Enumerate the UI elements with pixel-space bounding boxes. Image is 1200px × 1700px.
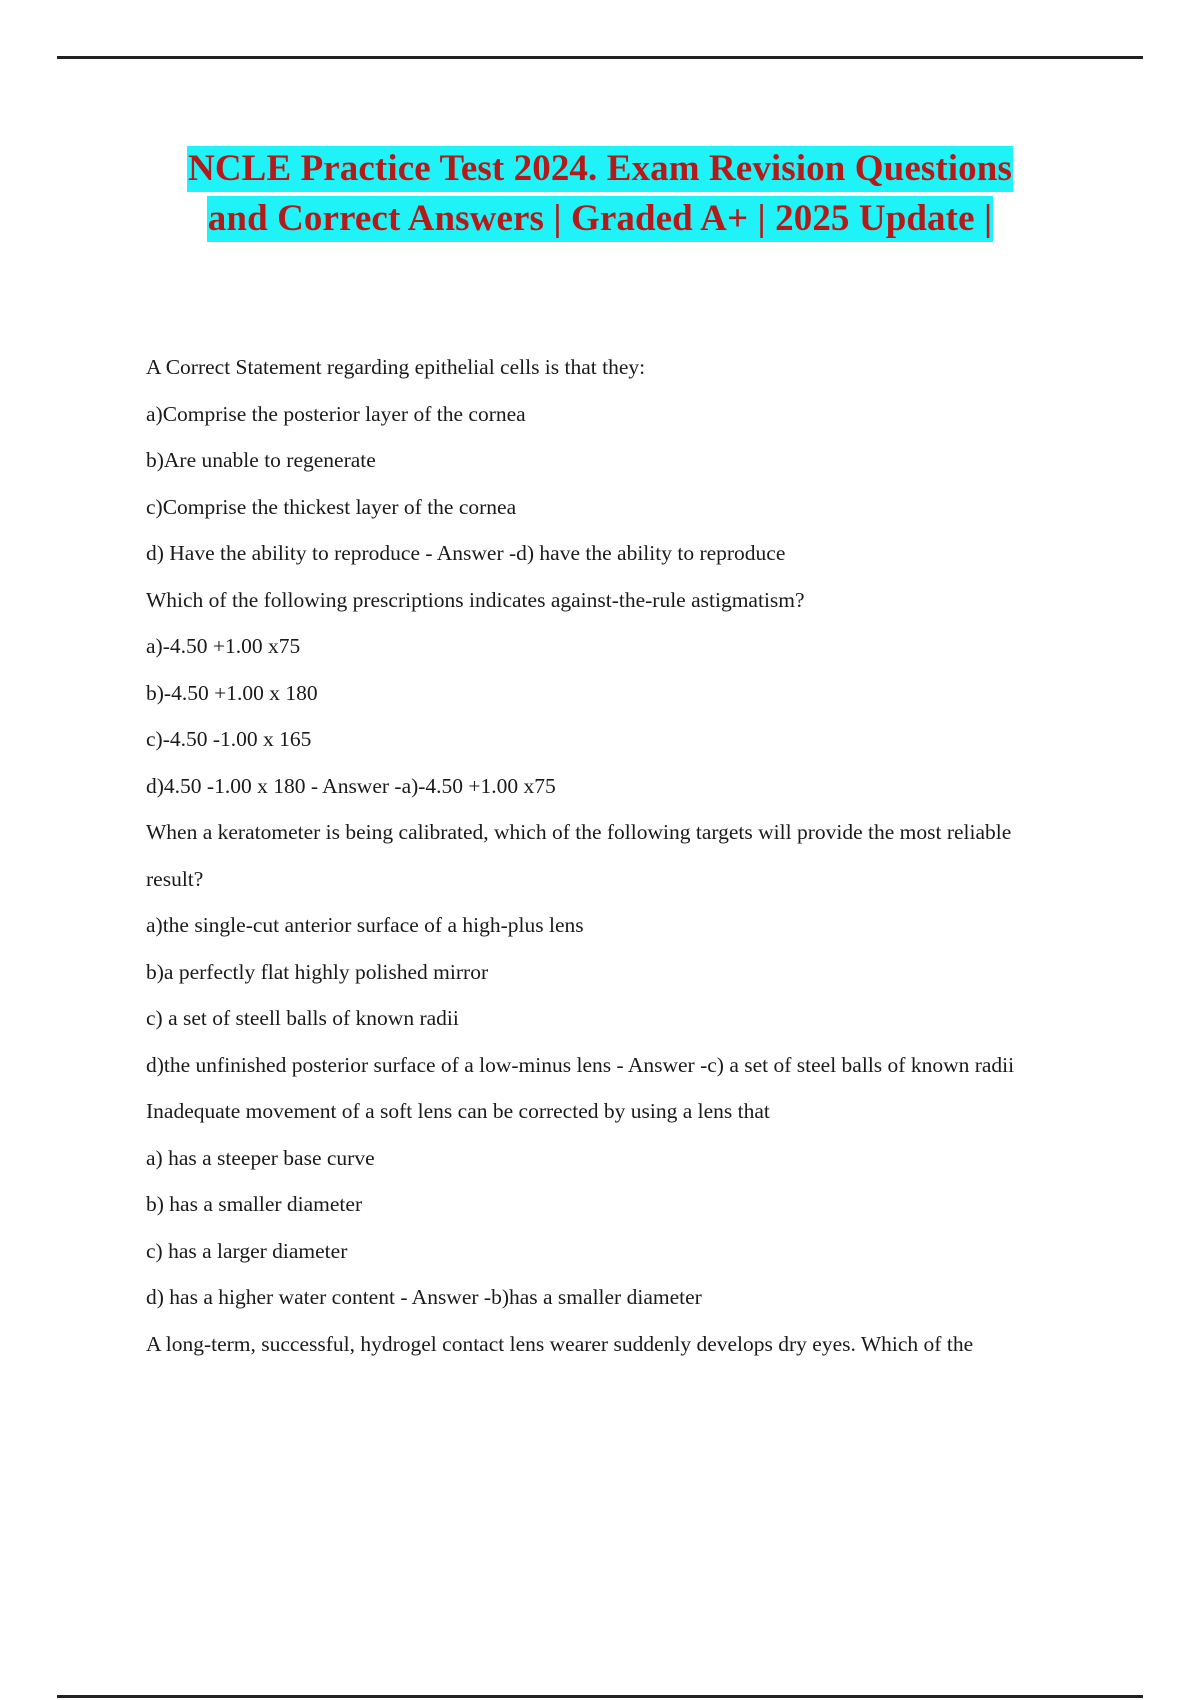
question-4-option-c: c) has a larger diameter (146, 1238, 348, 1263)
question-4-stem: Inadequate movement of a soft lens can be corrected by using a lens that (146, 1099, 770, 1123)
question-3-stem-continued: result? (146, 866, 204, 891)
title-line-1: NCLE Practice Test 2024. Exam Revision Questions (187, 146, 1013, 192)
document-body (146, 352, 1087, 1375)
question-2-option-a: a)-4.50 +1.00 x75 (146, 634, 301, 658)
question-1-option-d-answer: d) Have the ability to reproduce - Answer -d) have the ability to reproduce (146, 541, 786, 565)
question-3-option-a: a)the single-cut anterior surface of a high-plus lens (146, 913, 584, 937)
question-1-option-c: c)Comprise the thickest layer of the cornea (146, 494, 517, 519)
question-3-stem: When a keratometer is being calibrated, which of the following targets will provide the most reliable (146, 820, 1012, 844)
question-4-option-d-answer: d) has a higher water content - Answer -b)has a smaller diameter (146, 1285, 702, 1309)
question-1-option-b: b)Are unable to regenerate (146, 448, 376, 472)
question-2-option-b: b)-4.50 +1.00 x 180 (146, 680, 318, 705)
title-line-2: and Correct Answers | Graded A+ | 2025 Update | (207, 196, 993, 242)
question-1-option-a: a)Comprise the posterior layer of the cornea (146, 401, 526, 426)
question-3-option-c: c) a set of steell balls of known radii (146, 1006, 459, 1030)
question-2-option-c: c)-4.50 -1.00 x 165 (146, 727, 312, 751)
document-title (0, 146, 1200, 246)
question-1-stem: A Correct Statement regarding epithelial cells is that they: (146, 355, 646, 379)
question-5-stem: A long-term, successful, hydrogel contact lens wearer suddenly develops dry eyes. Which of the (146, 1331, 974, 1356)
question-4-option-b: b) has a smaller diameter (146, 1192, 363, 1216)
question-2-option-d-answer: d)4.50 -1.00 x 180 - Answer -a)-4.50 +1.00 x75 (146, 773, 556, 798)
question-3-option-d-answer: d)the unfinished posterior surface of a low-minus lens - Answer -c) a set of steel balls of known radii (146, 1052, 1015, 1077)
footer-rule (57, 1695, 1143, 1698)
question-2-stem: Which of the following prescriptions indicates against-the-rule astigmatism? (146, 587, 805, 612)
question-4-option-a: a) has a steeper base curve (146, 1145, 375, 1170)
header-rule (57, 56, 1143, 59)
question-3-option-b: b)a perfectly flat highly polished mirror (146, 959, 489, 984)
